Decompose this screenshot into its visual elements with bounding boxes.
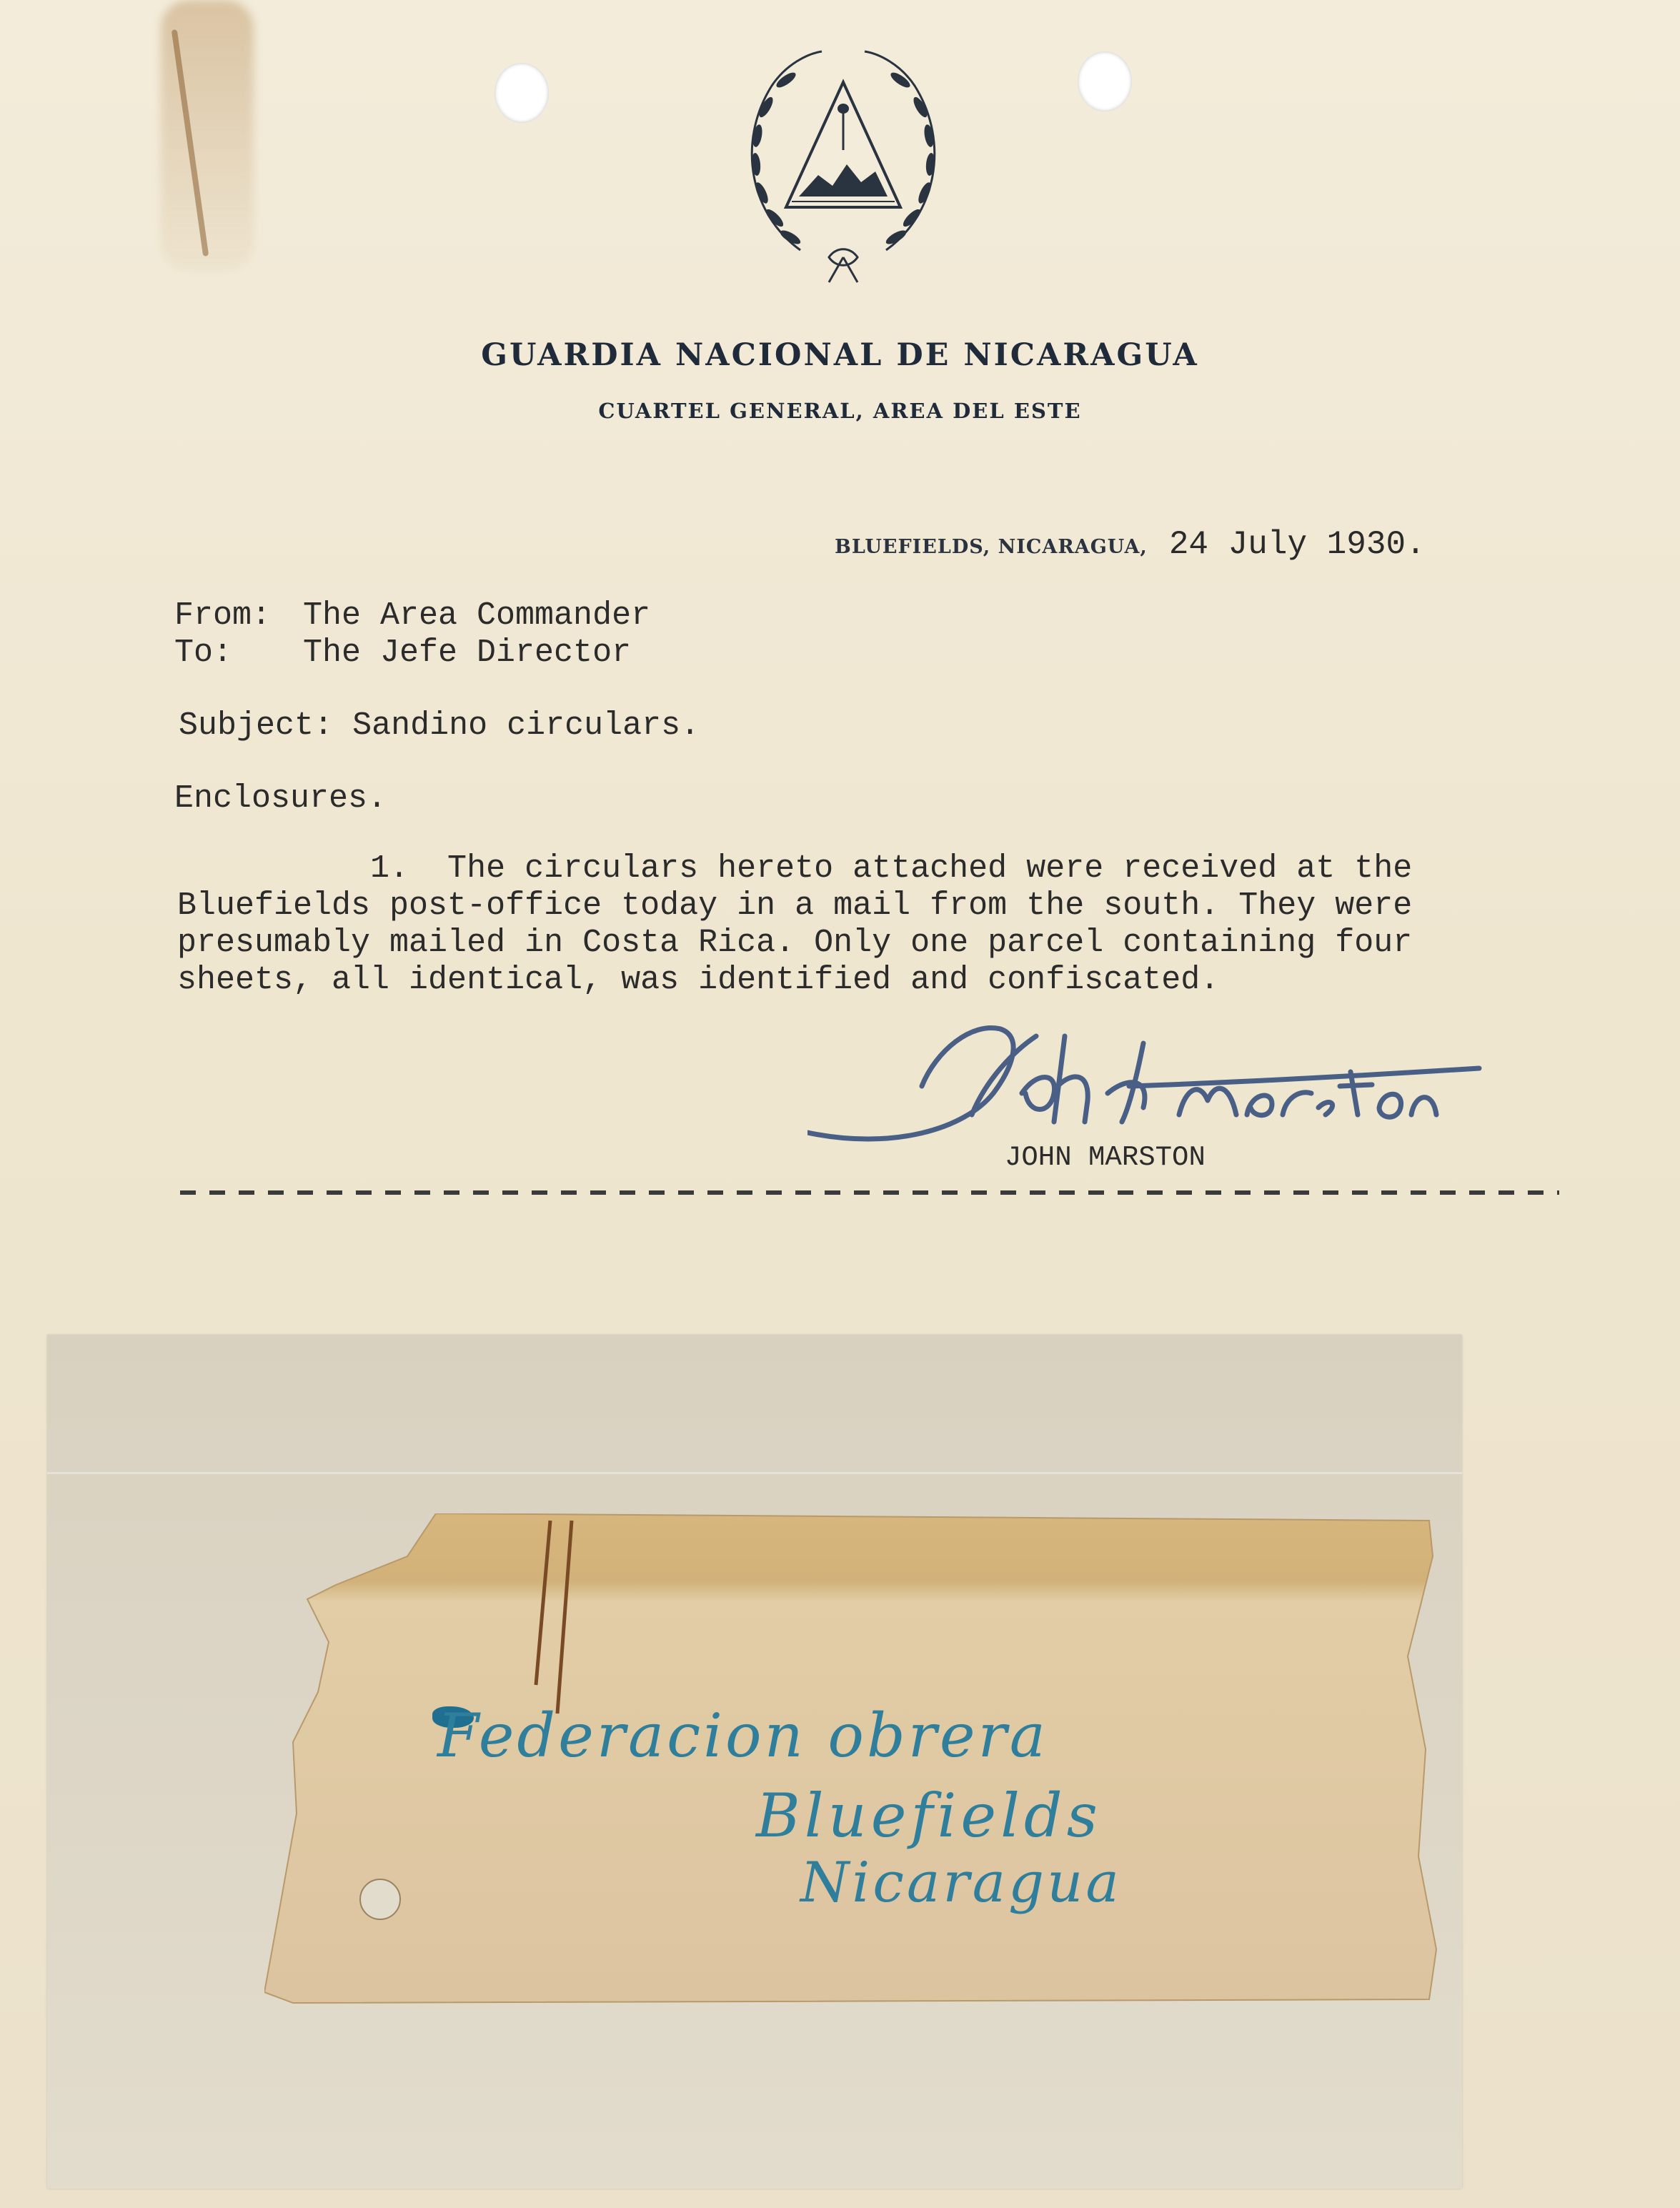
handwritten-line-3: Nicaragua bbox=[800, 1851, 1122, 1915]
letterhead-subtitle: CUARTEL GENERAL, AREA DEL ESTE bbox=[598, 399, 1082, 423]
dashed-divider bbox=[180, 1190, 1559, 1195]
body-line: Bluefields post-office today in a mail from the south. They were bbox=[177, 887, 1413, 924]
enclosures-line: Enclosures. bbox=[174, 780, 387, 817]
from-value: The Area Commander bbox=[303, 597, 651, 634]
envelope-fold bbox=[47, 1472, 1462, 1474]
body-line: 1. The circulars hereto attached were received at the bbox=[177, 850, 1413, 887]
subject-label: Subject: bbox=[179, 707, 334, 744]
handwritten-signature bbox=[807, 1008, 1493, 1165]
to-line bbox=[174, 635, 631, 672]
dateline-place: BLUEFIELDS, NICARAGUA, bbox=[835, 536, 1148, 558]
dateline-date: 24 July 1930. bbox=[1168, 526, 1426, 563]
letterhead-title: GUARDIA NACIONAL DE NICARAGUA bbox=[481, 337, 1199, 373]
coat-of-arms-seal bbox=[722, 43, 965, 293]
to-value: The Jefe Director bbox=[303, 635, 632, 671]
memo-body bbox=[177, 850, 1556, 999]
signature-typed-name: JOHN MARSTON bbox=[1005, 1142, 1206, 1173]
handwritten-line-2: Bluefields bbox=[756, 1781, 1102, 1851]
body-line: sheets, all identical, was identified and confiscated. bbox=[177, 962, 1220, 998]
punch-hole-left bbox=[494, 63, 549, 123]
from-label: From: bbox=[174, 597, 272, 634]
body-line: presumably mailed in Costa Rica. Only one parcel containing four bbox=[177, 925, 1413, 961]
handwritten-line-1: Federacion obrera bbox=[437, 1701, 1048, 1771]
subject-line bbox=[179, 707, 700, 745]
to-label: To: bbox=[174, 635, 233, 671]
subject-value: Sandino circulars. bbox=[352, 707, 700, 744]
from-line bbox=[174, 597, 650, 635]
punch-hole-right bbox=[1078, 51, 1132, 111]
dateline bbox=[835, 526, 1426, 563]
